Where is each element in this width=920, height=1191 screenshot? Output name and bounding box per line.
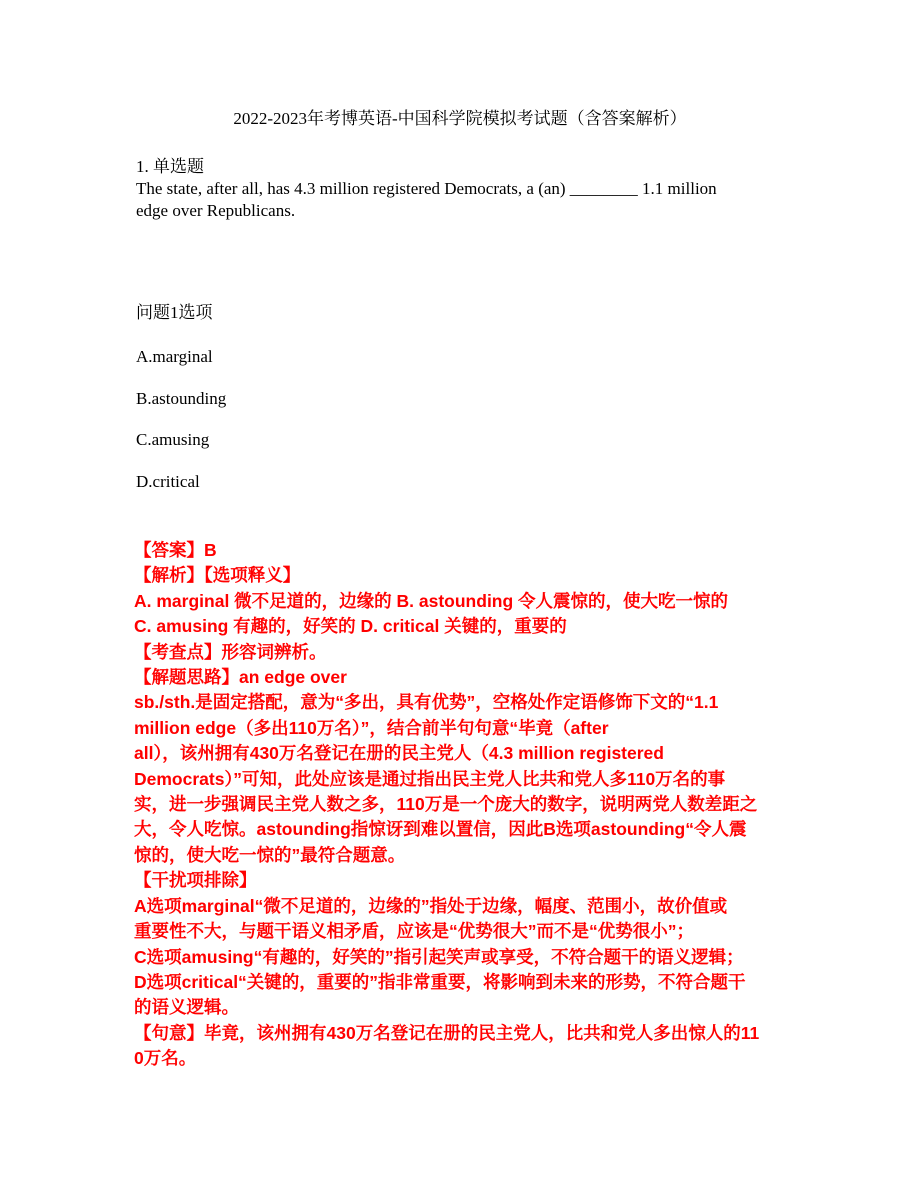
option-b: B.astounding xyxy=(136,389,227,408)
analysis-line: sb./sth.是固定搭配，意为“多出，具有优势”，空格处作定语修饰下文的“1.1 xyxy=(134,692,719,713)
analysis-line: C选项amusing“有趣的，好笑的”指引起笑声或享受，不符合题干的语义逻辑； xyxy=(134,946,744,967)
analysis-line: 【解题思路】an edge over xyxy=(134,667,347,688)
option-d: D.critical xyxy=(136,472,200,491)
analysis-line: 0万名。 xyxy=(134,1048,197,1069)
analysis-line: 实，进一步强调民主党人数之多，110万是一个庞大的数字，说明两党人数差距之 xyxy=(134,794,758,815)
analysis-line: 【句意】毕竟，该州拥有430万名登记在册的民主党人，比共和党人多出惊人的11 xyxy=(134,1022,760,1043)
analysis-line: 【答案】B xyxy=(134,540,217,560)
analysis-line: A选项marginal“微不足道的，边缘的”指处于边缘，幅度、范围小，故价值或 xyxy=(134,895,728,916)
analysis-line: D选项critical“关键的，重要的”指非常重要，将影响到未来的形势，不符合题干 xyxy=(134,971,746,992)
question-stem-line-1: The state, after all, has 4.3 million registered Democrats, a (an) ________ 1.1 million xyxy=(136,179,717,198)
analysis-line: million edge（多出110万名）”，结合前半句句意“毕竟（after xyxy=(134,717,609,738)
analysis-line: 大，令人吃惊。astounding指惊讶到难以置信，因此B选项astounding“令人震 xyxy=(134,819,747,840)
question-block xyxy=(136,156,796,222)
document-title: 2022-2023年考博英语-中国科学院模拟考试题（含答案解析） xyxy=(233,109,687,128)
question-stem-line-2: edge over Republicans. xyxy=(136,201,296,220)
analysis-line: C. amusing 有趣的，好笑的 D. critical 关键的，重要的 xyxy=(134,616,567,637)
analysis-line: 【解析】【选项释义】 xyxy=(134,565,301,586)
analysis-line: 【干扰项排除】 xyxy=(134,870,257,891)
analysis-line: A. marginal 微不足道的，边缘的 B. astounding 令人震惊的，使大吃一惊的 xyxy=(134,590,729,611)
option-c: C.amusing xyxy=(136,430,210,449)
options-label: 问题1选项 xyxy=(136,303,213,322)
option-a: A.marginal xyxy=(136,347,213,366)
question-number-type: 1. 单选题 xyxy=(136,157,204,176)
analysis-line: 重要性不大，与题干语义相矛盾，应该是“优势很大”而不是“优势很小”； xyxy=(134,921,694,942)
analysis-line: all），该州拥有430万名登记在册的民主党人（4.3 million registered xyxy=(134,743,664,764)
analysis-line: 【考查点】形容词辨析。 xyxy=(134,641,327,662)
analysis-line: Democrats）”可知，此处应该是通过指出民主党人比共和党人多110万名的事 xyxy=(134,768,726,789)
analysis-line: 惊的，使大吃一惊的”最符合题意。 xyxy=(134,844,406,865)
answer-analysis xyxy=(134,538,784,1072)
analysis-line: 的语义逻辑。 xyxy=(134,997,239,1018)
